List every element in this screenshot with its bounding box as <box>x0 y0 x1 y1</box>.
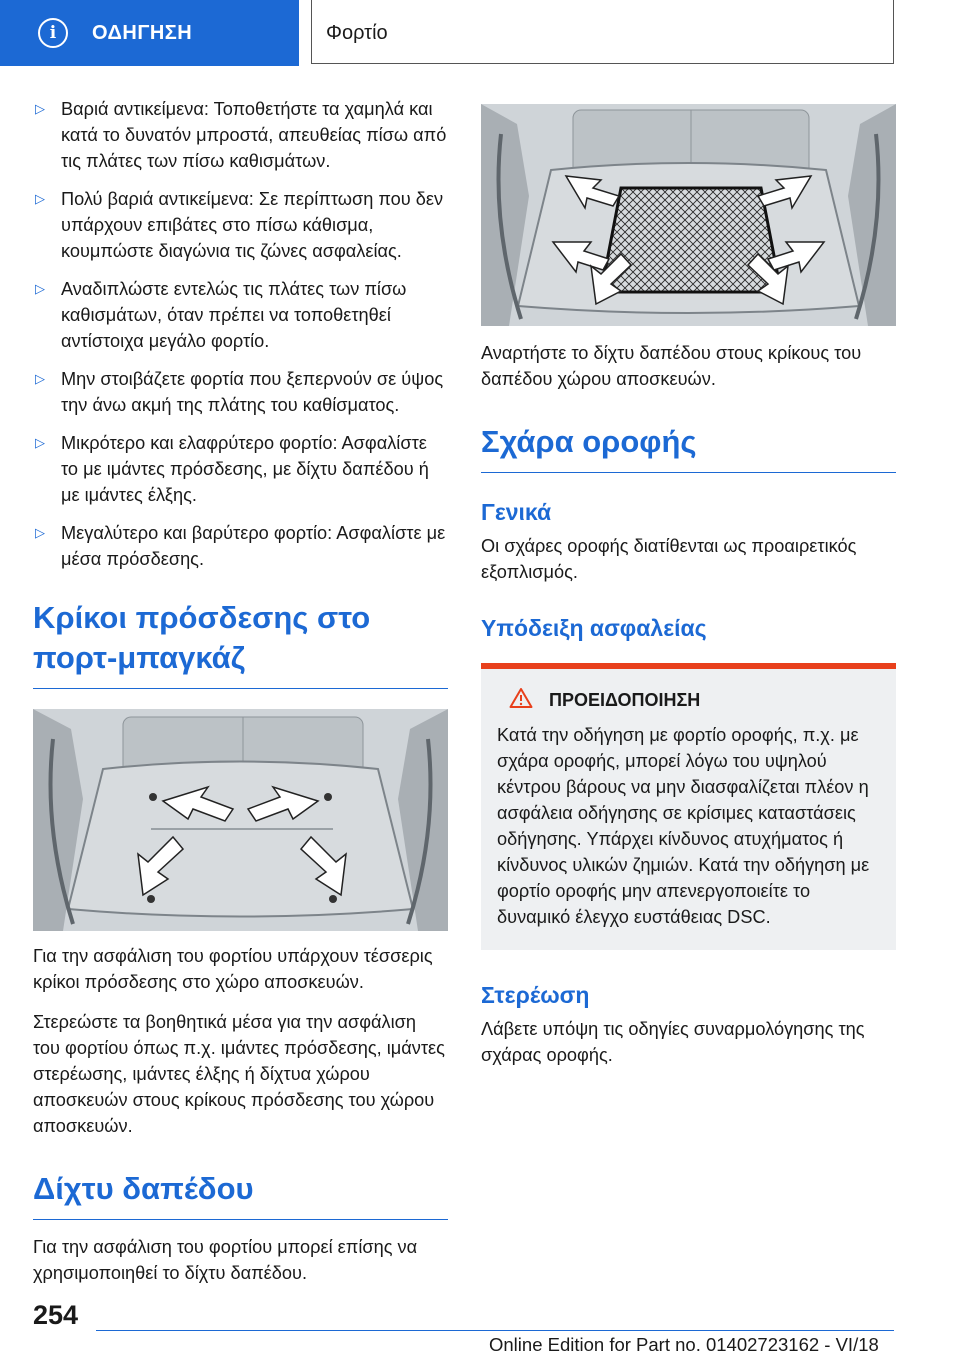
warning-text: Κατά την οδήγηση με φορτίο οροφής, π.χ. με σχάρα οροφής, μπορεί λόγω του υψηλού κέντρου βάρους να μην διασφαλίζεται πλέον η ασφάλεια οδήγησης σε κρίσιμες καταστάσεις οδήγησης. Υπάρχει κίνδυνος ατυχήματος ή κίνδυνος υλικών ζημιών. Κατά την οδήγηση με φορτίο οροφής μην απενεργοποιείτε το δυναμικό έλεγχο ευστάθειας DSC. <box>497 725 870 927</box>
edition-text: Online Edition for Part no. 01402723162 - VI/18 <box>489 1334 879 1355</box>
right-column <box>481 104 896 1068</box>
floor-net-illustration <box>481 104 896 326</box>
warning-box <box>481 663 896 950</box>
floor-net-caption: Αναρτήστε το δίχτυ δαπέδου στους κρίκους του δαπέδου χώρου αποσκευών. <box>481 343 862 389</box>
warning-triangle-icon <box>509 687 533 714</box>
tiedown-paragraph-1: Για την ασφάλιση του φορτίου υπάρχουν τέσσερις κρίκοι πρόσδεσης στο χώρο αποσκευών. <box>33 946 433 992</box>
left-column <box>33 96 448 1286</box>
trunk-tiedown-illustration <box>33 709 448 931</box>
tiedown-heading: Κρίκοι πρόσδεσης στο πορτ-μπαγκάζ <box>33 598 448 689</box>
warning-title: ΠΡΟΕΙΔΟΠΟΙΗΣΗ <box>549 690 701 710</box>
list-item: ▷ Βαριά αντικείμενα: Τοποθετήστε τα χαμηλά και κατά το δυνατόν μπροστά, απευθείας πίσω από τις πλάτες των πίσω καθισμάτων. <box>33 96 448 174</box>
mounting-paragraph: Λάβετε υπόψη τις οδηγίες συναρμολόγησης της σχάρας οροφής. <box>481 1019 865 1065</box>
floor-net-figure <box>481 104 896 326</box>
safety-heading: Υπόδειξη ασφαλείας <box>481 615 707 641</box>
triangle-bullet-icon: ▷ <box>35 281 45 296</box>
list-item: ▷ Μεγαλύτερο και βαρύτερο φορτίο: Ασφαλίστε με μέσα πρόσδεσης. <box>33 520 448 572</box>
triangle-bullet-icon: ▷ <box>35 525 45 540</box>
list-item: ▷ Πολύ βαριά αντικείμενα: Σε περίπτωση που δεν υπάρχουν επιβάτες στο πίσω κάθισμα, κουμπώστε διαγώνια τις ζώνες ασφαλείας. <box>33 186 448 264</box>
triangle-bullet-icon: ▷ <box>35 101 45 116</box>
floor-net-paragraph: Για την ασφάλιση του φορτίου μπορεί επίσης να χρησιμοποιηθεί το δίχτυ δαπέδου. <box>33 1237 418 1283</box>
page-number: 254 <box>33 1300 79 1330</box>
footer-divider <box>96 1330 894 1331</box>
page-header <box>0 0 960 66</box>
triangle-bullet-icon: ▷ <box>35 371 45 386</box>
roof-rack-heading: Σχάρα οροφής <box>481 422 896 473</box>
mounting-heading: Στερέωση <box>481 982 590 1008</box>
floor-net-heading: Δίχτυ δαπέδου <box>33 1169 448 1220</box>
general-heading: Γενικά <box>481 499 552 525</box>
list-item: ▷ Μικρότερο και ελαφρύτερο φορτίο: Ασφαλίστε το με ιμάντες πρόσδεσης, με δίχτυ δαπέδου ή με ιμάντες έλξης. <box>33 430 448 508</box>
trunk-tiedown-figure <box>33 709 448 931</box>
list-item: ▷ Αναδιπλώστε εντελώς τις πλάτες των πίσω καθισμάτων, όταν πρέπει να τοποθετηθεί αντίστοιχα μεγάλο φορτίο. <box>33 276 448 354</box>
general-paragraph: Οι σχάρες οροφής διατίθενται ως προαιρετικός εξοπλισμός. <box>481 536 857 582</box>
tiedown-paragraph-2: Στερεώστε τα βοηθητικά μέσα για την ασφάλιση του φορτίου όπως π.χ. ιμάντες πρόσδεσης, ιμάντες στερέωσης, ιμάντες έλξης ή δίχτυα χώρου αποσκευών στους κρίκους πρόσδεσης του χώρου αποσκευών. <box>33 1012 445 1136</box>
list-item: ▷ Μην στοιβάζετε φορτία που ξεπερνούν σε ύψος την άνω ακμή της πλάτης του καθίσματος. <box>33 366 448 418</box>
info-icon: i <box>38 18 68 48</box>
triangle-bullet-icon: ▷ <box>35 191 45 206</box>
triangle-bullet-icon: ▷ <box>35 435 45 450</box>
section-label: ΟΔΗΓΗΣΗ <box>92 21 193 44</box>
section-tab[interactable] <box>0 0 299 66</box>
topic-label: Φορτίο <box>326 22 388 44</box>
topic-box <box>311 0 894 64</box>
